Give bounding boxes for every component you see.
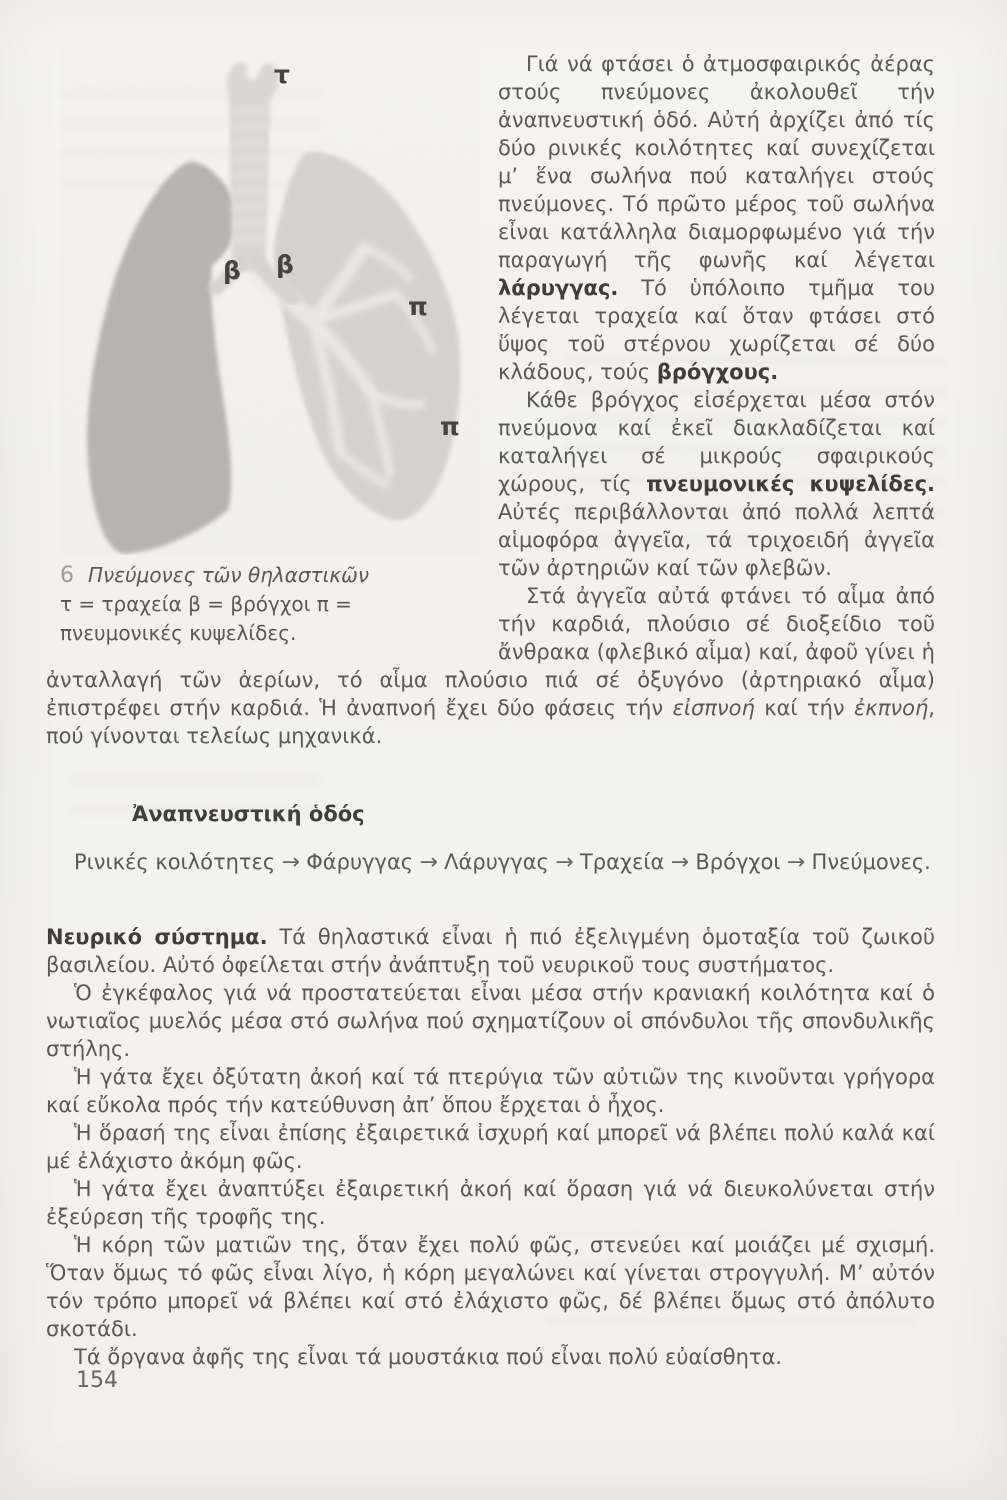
flow-step-lungs: Πνεύμονες. xyxy=(811,850,931,874)
flow-step-trachea: Τραχεία xyxy=(579,850,665,874)
nervous-paragraph-1 xyxy=(46,923,935,979)
arrow-icon: → xyxy=(555,850,574,875)
arrow-icon: → xyxy=(419,850,438,875)
nervous-paragraph-5: Ἡ γάτα ἔχει ἀναπτύξει ἐξαιρετική ἀκοή καί ὅραση γιά νά διευκολύνεται στήν ἐξεύρεση τῆς τροφῆς της. xyxy=(46,1177,935,1229)
nervous-paragraph-6: Ἡ κόρη τῶν ματιῶν της, ὅταν ἔχει πολύ φῶς, στενεύει καί μοιάζει μέ σχισμή. Ὅταν ὅμως τό φῶς εἶναι λίγο, ἡ κόρη μεγαλώνει καί γίνεται στρογγυλή. Μ’ αὐτόν τόν τρόπο μπορεῖ νά βλέπει καί στό ἐλάχιστο φῶς, δέ βλέπει ὅμως στό ἀπόλυτο σκοτάδι. xyxy=(46,1233,935,1341)
arrow-icon: → xyxy=(786,850,806,875)
text-run: Γιά νά φτάσει ὁ ἀτμοσφαιρικός ἀέρας στούς πνεύμονες ἀκολουθεῖ τήν ἀναπνευστική ὁδό. Αὐτή ἀρχίζει ἀπό τίς δύο ρινικές κοιλότητες καί συνεχίζεται μ’ ἕνα σωλήνα πού καταλήγει στούς πνεύμονες. Τό πρῶτο μέρος τοῦ σωλήνα εἶναι κατάλληλα διαμορφωμένο γιά τήν παραγωγή τῆς φωνῆς καί λέγεται xyxy=(498,52,935,272)
bold-term-nervous-system: Νευρικό σύστημα. xyxy=(46,925,268,949)
text-run: Τά θηλαστικά εἶναι ἡ πιό ἐξελιγμένη ὁμοταξία τοῦ ζωικοῦ βασιλείου. Αὐτό ὀφείλεται στήν ἀνάπτυξη τοῦ νευρικοῦ τους συστήματος. xyxy=(46,925,935,977)
nervous-paragraph-7: Τά ὄργανα ἀφῆς της εἶναι τά μουστάκια πού εἶναι πολύ εὐαίσθητα. xyxy=(74,1345,783,1369)
nervous-system-section xyxy=(46,923,935,1371)
text-run: Τό ὑπόλοιπο τμῆμα του λέγεται τραχεία καί ὅταν φτάσει στό ὕψος τοῦ στέρνου χωρίζεται σέ δύο κλάδους, τούς xyxy=(498,276,935,384)
flow-step-larynx: Λάρυγγας xyxy=(444,850,549,874)
arrow-icon: → xyxy=(281,850,300,875)
text-run: καί τήν xyxy=(754,696,855,720)
bold-term-alveoli: πνευμονικές κυψελίδες. xyxy=(646,472,935,496)
figure-label-alveoli-lower: π xyxy=(440,412,460,441)
flow-step-nasal-cavities: Ρινικές κοιλότητες xyxy=(74,850,276,874)
respiratory-path-heading: Ἀναπνευστική ὁδός xyxy=(132,802,365,826)
figure-label-bronchus-right: β xyxy=(276,250,294,279)
nervous-paragraph-4: Ἡ ὅρασή της εἶναι ἐπίσης ἐξαιρετικά ἰσχυρή καί μπορεῖ νά βλέπει πολύ καλά καί μέ ἐλάχιστο ἀκόμη φῶς. xyxy=(46,1121,935,1173)
italic-term-exhale: ἐκπνοή xyxy=(854,696,929,720)
figure-number: 6 xyxy=(60,563,74,588)
text-run: Αὐτές περιβάλλονται ἀπό πολλά λεπτά αἱμοφόρα ἀγγεῖα, τά τριχοειδή ἀγγεῖα τῶν ἀρτηριῶν καί τῶν φλεβῶν. xyxy=(498,500,935,580)
nervous-paragraph-3: Ἡ γάτα ἔχει ὀξύτατη ἀκοή καί τά πτερύγια τῶν αὐτιῶν της κινοῦνται γρήγορα καί εὔκολα πρός τήν κατεύθυνση ἀπ’ ὅπου ἔρχεται ὁ ἦχος. xyxy=(46,1065,935,1117)
arrow-icon: → xyxy=(670,850,690,875)
bold-term-larynx: λάρυγγας. xyxy=(498,276,619,300)
figure-label-trachea: τ xyxy=(274,60,290,89)
text-run: , πού γίνονται τελείως μηχανικά. xyxy=(46,696,935,748)
figure-legend: τ = τραχεία β = βρόγχοι π = πνευμονικές κυψελίδες. xyxy=(60,592,352,645)
lung-figure xyxy=(60,50,488,648)
figure-title: Πνεύμονες τῶν θηλαστικῶν xyxy=(88,563,370,587)
flow-step-bronchi: Βρόγχοι xyxy=(695,850,781,874)
bold-term-bronchi: βρόγχους. xyxy=(656,360,779,384)
page-number: 154 xyxy=(76,1368,118,1393)
text-run: Στά ἀγγεῖα αὐτά φτάνει τό αἷμα ἀπό τήν καρδιά, πλούσιο σέ διοξείδιο τοῦ ἄνθρακα (φλεβικό αἷμα) καί, ἀφοῦ γίνει ἡ ἀνταλλαγή τῶν ἀερίων, τό αἷμα πλούσιο πιά σέ ὀξυγόνο (ἀρτηριακό αἷμα) ἐπιστρέφει στήν καρδιά. Ἡ ἀναπνοή ἔχει δύο φάσεις τήν xyxy=(46,584,935,720)
italic-term-inhale: εἰσπνοή xyxy=(672,696,755,720)
lung-illustration xyxy=(60,50,480,555)
text-run: Κάθε βρόγχος εἰσέρχεται μέσα στόν πνεύμονα καί ἐκεῖ διακλαδίζεται καί καταλήγει σέ μικρούς σφαιρικούς χώρους, τίς xyxy=(498,388,935,496)
figure-caption xyxy=(60,561,470,648)
figure-label-alveoli-upper: π xyxy=(408,292,428,321)
nervous-paragraph-2: Ὁ ἐγκέφαλος γιά νά προστατεύεται εἶναι μέσα στήν κρανιακή κοιλότητα καί ὁ νωτιαῖος μυελός μέσα στό σωλήνα πού σχηματίζουν οἱ σπόνδυλοι τῆς σπονδυλικῆς στήλης. xyxy=(46,981,935,1061)
figure-label-bronchus-left: β xyxy=(223,256,241,285)
flow-step-pharynx: Φάρυγγας xyxy=(306,850,414,874)
respiratory-path-flow xyxy=(74,850,931,875)
